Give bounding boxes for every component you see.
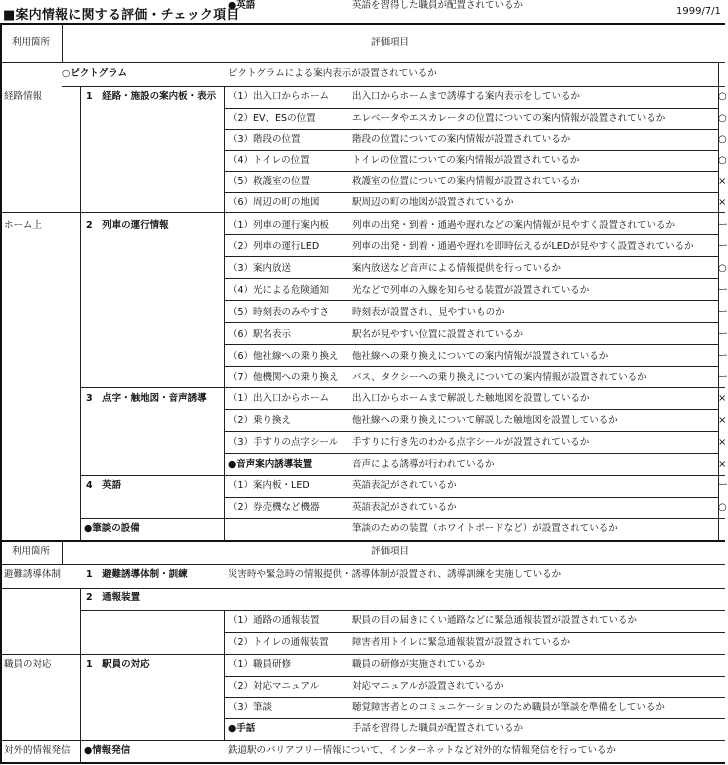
item-desc: 光などで列車の入線を知らせる装置が設置されているか <box>352 285 590 296</box>
evaluation-mark: ー <box>718 480 728 491</box>
item-desc: 他社線への乗り換えについての案内情報が設置されているか <box>352 351 609 362</box>
item-label: （2）対応マニュアル <box>228 681 320 692</box>
item-label: （2）列車の運行LED <box>228 241 320 252</box>
page-title: ■案内情報に関する評価・チェック項目 <box>3 8 240 23</box>
evaluation-mark: × <box>718 176 727 187</box>
item-label: （1）出入口からホーム <box>228 91 330 102</box>
item-desc: トイレの位置についての案内情報が設置されているか <box>352 155 580 166</box>
item-label: （6）他社線への乗り換え <box>228 351 339 362</box>
rule <box>224 431 718 432</box>
evaluation-mark: ○ <box>718 91 727 102</box>
rule <box>224 256 718 257</box>
item-desc: 英語を習得した職員が配置されているか <box>352 0 524 11</box>
rule <box>0 62 725 63</box>
item-label: （2）トイレの通報装置 <box>228 637 329 648</box>
item-desc: 時刻表が設置され、見やすいものか <box>352 307 505 318</box>
item-label: （1）列車の運行案内板 <box>228 220 330 231</box>
rule <box>224 129 718 130</box>
evaluation-mark: ー <box>718 329 728 340</box>
rule <box>80 518 725 519</box>
item-desc: 対応マニュアルが設置されているか <box>352 681 504 692</box>
item-label: （1）出入口からホーム <box>228 393 330 404</box>
rule <box>224 150 718 151</box>
item-desc: 英語表記がされているか <box>352 502 457 513</box>
rule <box>224 278 718 279</box>
rule <box>0 654 725 655</box>
group-english: 4 英語 <box>86 480 122 491</box>
column-header-items: 評価項目 <box>370 546 409 557</box>
group-evacuation-drill: 1 避難誘導体制・訓練 <box>86 569 188 580</box>
item-label: （3）手すりの点字シール <box>228 437 339 448</box>
evaluation-mark: × <box>718 393 727 404</box>
evaluation-mark: ○ <box>718 263 727 274</box>
rule <box>0 740 725 741</box>
evaluation-mark: × <box>718 197 727 208</box>
rule <box>224 632 725 633</box>
item-desc: 救護室の位置についての案内情報が設置されているか <box>352 176 580 187</box>
rule <box>0 23 725 25</box>
evaluation-mark: ー <box>718 351 728 362</box>
evaluation-mark: ○ <box>718 113 727 124</box>
writing-equipment: ●筆談の設備 <box>84 523 140 534</box>
rule <box>224 108 718 109</box>
item-label: （1）職員研修 <box>228 659 292 670</box>
rule <box>224 192 718 193</box>
evaluation-mark: ー <box>718 285 728 296</box>
rule <box>224 718 725 719</box>
item-desc: 他社線への乗り換えについて解説した触地図を設置しているか <box>352 415 618 426</box>
evaluation-mark: × <box>718 415 727 426</box>
item-desc: 障害者用トイレに緊急通報装置が設置されているか <box>352 637 571 648</box>
rule <box>224 322 718 323</box>
section-route: 経路情報 <box>4 91 43 102</box>
group-signage: 1 経路・施設の案内板・表示 <box>86 91 217 102</box>
item-desc: 出入口からホームまで解説した触地図を設置しているか <box>352 393 590 404</box>
rule <box>0 588 725 589</box>
item-label: （4）トイレの位置 <box>228 155 310 166</box>
column-header-place: 利用箇所 <box>11 546 50 557</box>
rule <box>80 86 81 541</box>
rule <box>0 23 2 763</box>
item-desc: 聴覚障害者とのコミュニケーションのため職員が筆談を準備をしているか <box>352 702 665 713</box>
group-train-info: 2 列車の運行情報 <box>86 220 169 231</box>
rule <box>224 610 225 740</box>
rule <box>224 497 718 498</box>
item-label: （3）筆談 <box>228 702 273 713</box>
item-label: （7）他機関への乗り換え <box>228 372 339 383</box>
evaluation-mark: ○ <box>718 155 727 166</box>
rule <box>224 300 718 301</box>
evaluation-mark: ○ <box>718 134 727 145</box>
column-header-items: 評価項目 <box>370 37 409 48</box>
rule <box>224 234 718 235</box>
rule <box>62 86 725 87</box>
item-desc: 階段の位置についての案内情報が設置されているか <box>352 134 571 145</box>
section-external: 対外的情報発信 <box>4 745 71 756</box>
item-desc: 音声による誘導が行われているか <box>352 459 495 470</box>
info-dispatch: ●情報発信 <box>84 745 131 756</box>
rule <box>80 610 725 611</box>
pictogram-desc: ピクトグラムによる案内表示が設置されているか <box>228 68 437 79</box>
rule <box>80 387 725 388</box>
rule <box>80 588 81 763</box>
item-label: （2）券売機など機器 <box>228 502 320 513</box>
item-label: （1）案内板・LED <box>228 480 310 491</box>
evaluation-mark: ○ <box>718 502 727 513</box>
rule <box>224 366 718 367</box>
item-label: （4）光による危険通知 <box>228 285 330 296</box>
evaluation-mark: ー <box>718 220 728 231</box>
item-desc: 手話を習得した職員が配置されているか <box>352 723 524 734</box>
item-desc: 出入口からホームまで誘導する案内表示をしているか <box>352 91 581 102</box>
rule <box>224 676 725 677</box>
item-desc: 駅名が見やすい位置に設置されているか <box>352 329 524 340</box>
item-label: ●英語 <box>228 0 256 11</box>
rule <box>80 212 725 213</box>
rule <box>0 212 80 213</box>
group-staff-response: 1 駅員の対応 <box>86 659 150 670</box>
group-braille: 3 点字・触地図・音声誘導 <box>86 393 207 404</box>
section-platform: ホーム上 <box>4 220 43 231</box>
item-label: （2）EV、ESの位置 <box>228 113 316 124</box>
rule <box>224 86 225 541</box>
evaluation-mark: ー <box>718 241 728 252</box>
item-label: （3）案内放送 <box>228 263 292 274</box>
item-desc: 駅員の目の届きにくい通路などに緊急通報装置が設置されているか <box>352 615 638 626</box>
writing-desc: 筆談のための装置（ホワイトボードなど）が設置されているか <box>352 523 618 534</box>
evaluation-mark: × <box>718 459 727 470</box>
item-desc: 列車の出発・到着・通過や遅れを即時伝えるがLEDが見やすく設置されているか <box>352 241 694 252</box>
item-label: （6）駅名表示 <box>228 329 292 340</box>
rule <box>224 344 718 345</box>
item-desc: 駅周辺の町の地図が設置されているか <box>352 197 514 208</box>
rule <box>0 762 725 764</box>
evaluation-mark: ー <box>718 307 728 318</box>
evaluation-mark: × <box>718 437 727 448</box>
item-desc: バス、タクシーへの乗り換えについての案内情報が設置されているか <box>352 372 647 383</box>
info-dispatch-desc: 鉄道駅のバリアフリー情報について、インターネットなど対外的な情報発信を行っているか <box>228 745 616 756</box>
group-alarm: 2 通報装置 <box>86 592 141 603</box>
item-label: ●手話 <box>228 723 256 734</box>
item-desc: エレベータやエスカレータの位置についての案内情報が設置されているか <box>352 113 666 124</box>
item-desc: 手すりに行き先のわかる点字シールが設置されているか <box>352 437 590 448</box>
column-header-place: 利用箇所 <box>11 37 50 48</box>
section-evacuation: 避難誘導体制 <box>4 569 62 580</box>
item-label: ●音声案内誘導装置 <box>228 459 313 470</box>
section-staff: 職員の対応 <box>4 659 52 670</box>
item-desc: 列車の出発・到着・通過や遅れなどの案内情報が見やすく設置されているか <box>352 220 676 231</box>
item-desc: 英語表記がされているか <box>352 480 457 491</box>
item-label: （2）乗り換え <box>228 415 292 426</box>
item-label: （1）通路の通報装置 <box>228 615 320 626</box>
pictogram-label: ○ピクトグラム <box>62 68 128 79</box>
document-date: 1999/7/1 <box>676 6 721 17</box>
item-label: （3）階段の位置 <box>228 134 301 145</box>
rule <box>0 540 725 542</box>
evaluation-mark: ー <box>718 372 728 383</box>
rule <box>80 475 725 476</box>
rule <box>224 453 718 454</box>
rule <box>224 171 718 172</box>
item-desc: 案内放送など音声による情報提供を行っているか <box>352 263 562 274</box>
item-desc: 職員の研修が実施されているか <box>352 659 486 670</box>
evacuation-desc: 災害時や緊急時の情報提供・誘導体制が設置され、誘導訓練を実施しているか <box>228 569 562 580</box>
rule <box>224 409 718 410</box>
item-label: （6）周辺の町の地図 <box>228 197 320 208</box>
rule <box>0 564 725 565</box>
item-label: （5）時刻表のみやすさ <box>228 307 330 318</box>
item-label: （5）救護室の位置 <box>228 176 311 187</box>
rule <box>224 697 725 698</box>
